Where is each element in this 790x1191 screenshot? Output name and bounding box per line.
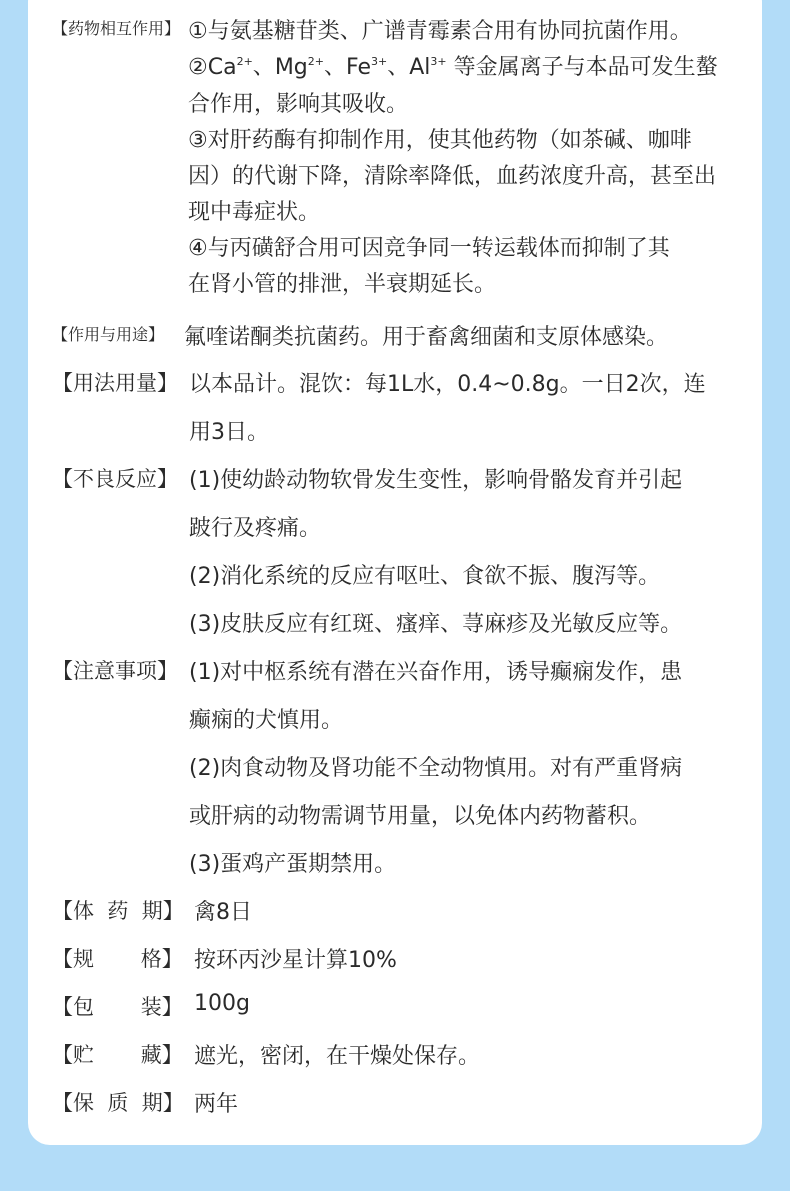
dosage-line-2: 用3日。 (189, 420, 269, 445)
precautions-label: 【注意事项】 (52, 659, 178, 683)
precautions-line-5: (3)蛋鸡产蛋期禁用。 (189, 852, 397, 877)
withdrawal-value: 禽8日 (194, 900, 252, 925)
storage-value: 遮光，密闭，在干燥处保存。 (194, 1044, 481, 1069)
interactions-line-5: 现中毒症状。 (188, 200, 321, 225)
shelf-life-label: 【保 质 期】 (52, 1091, 184, 1115)
package-label: 【包 装】 (52, 995, 183, 1019)
interactions-line-3: ③对肝药酶有抑制作用，使其他药物（如茶碱、咖啡 (188, 128, 692, 153)
use-line-1: 氟喹诺酮类抗菌药。用于畜禽细菌和支原体感染。 (184, 325, 669, 350)
precautions-line-4: 或肝病的动物需调节用量，以免体内药物蓄积。 (189, 804, 652, 829)
precautions-line-3: (2)肉食动物及肾功能不全动物慎用。对有严重肾病 (189, 756, 683, 781)
precautions-line-1: (1)对中枢系统有潜在兴奋作用，诱导癫痫发作，患 (189, 660, 683, 685)
dosage-line-1: 以本品计。混饮：每1L水，0.4~0.8g。一日2次，连 (189, 372, 706, 397)
interactions-line-1: ①与氨基糖苷类、广谱青霉素合用有协同抗菌作用。 (188, 19, 692, 44)
dosage-label: 【用法用量】 (52, 371, 178, 395)
interactions-line-7: 在肾小管的排泄，半衰期延长。 (188, 272, 497, 297)
interactions-line-metal-ions: $②Ca^{2+}$、$Mg^{2+}$、$Fe^{3+}$、$Al^{3+}$ 等金属离子与本品可发生螯 (188, 55, 718, 80)
spec-label: 【规 格】 (52, 947, 183, 971)
storage-label: 【贮 藏】 (52, 1043, 183, 1067)
shelf-life-value: 两年 (194, 1092, 239, 1117)
interactions-line-2: 合作用，影响其吸收。 (188, 92, 409, 117)
adverse-line-3: (2)消化系统的反应有呕吐、食欲不振、腹泻等。 (189, 564, 661, 589)
adverse-line-4: (3)皮肤反应有红斑、瘙痒、荨麻疹及光敏反应等。 (189, 612, 683, 637)
package-value: 100g (194, 991, 250, 1016)
precautions-line-2: 癫痫的犬慎用。 (189, 708, 344, 733)
interactions-label: 【药物相互作用】 (52, 19, 181, 38)
interactions-line-4: 因）的代谢下降，清除率降低，血药浓度升高，甚至出 (188, 164, 717, 189)
withdrawal-label: 【体 药 期】 (52, 899, 184, 923)
adverse-line-1: (1)使幼龄动物软骨发生变性，影响骨骼发育并引起 (189, 468, 683, 493)
adverse-line-2: 跛行及疼痛。 (189, 516, 322, 541)
adverse-label: 【不良反应】 (52, 467, 178, 491)
spec-value: 按环丙沙星计算10% (194, 948, 397, 973)
interactions-line-6: ④与丙磺舒合用可因竞争同一转运载体而抑制了其 (188, 236, 670, 261)
use-label: 【作用与用途】 (52, 325, 165, 344)
